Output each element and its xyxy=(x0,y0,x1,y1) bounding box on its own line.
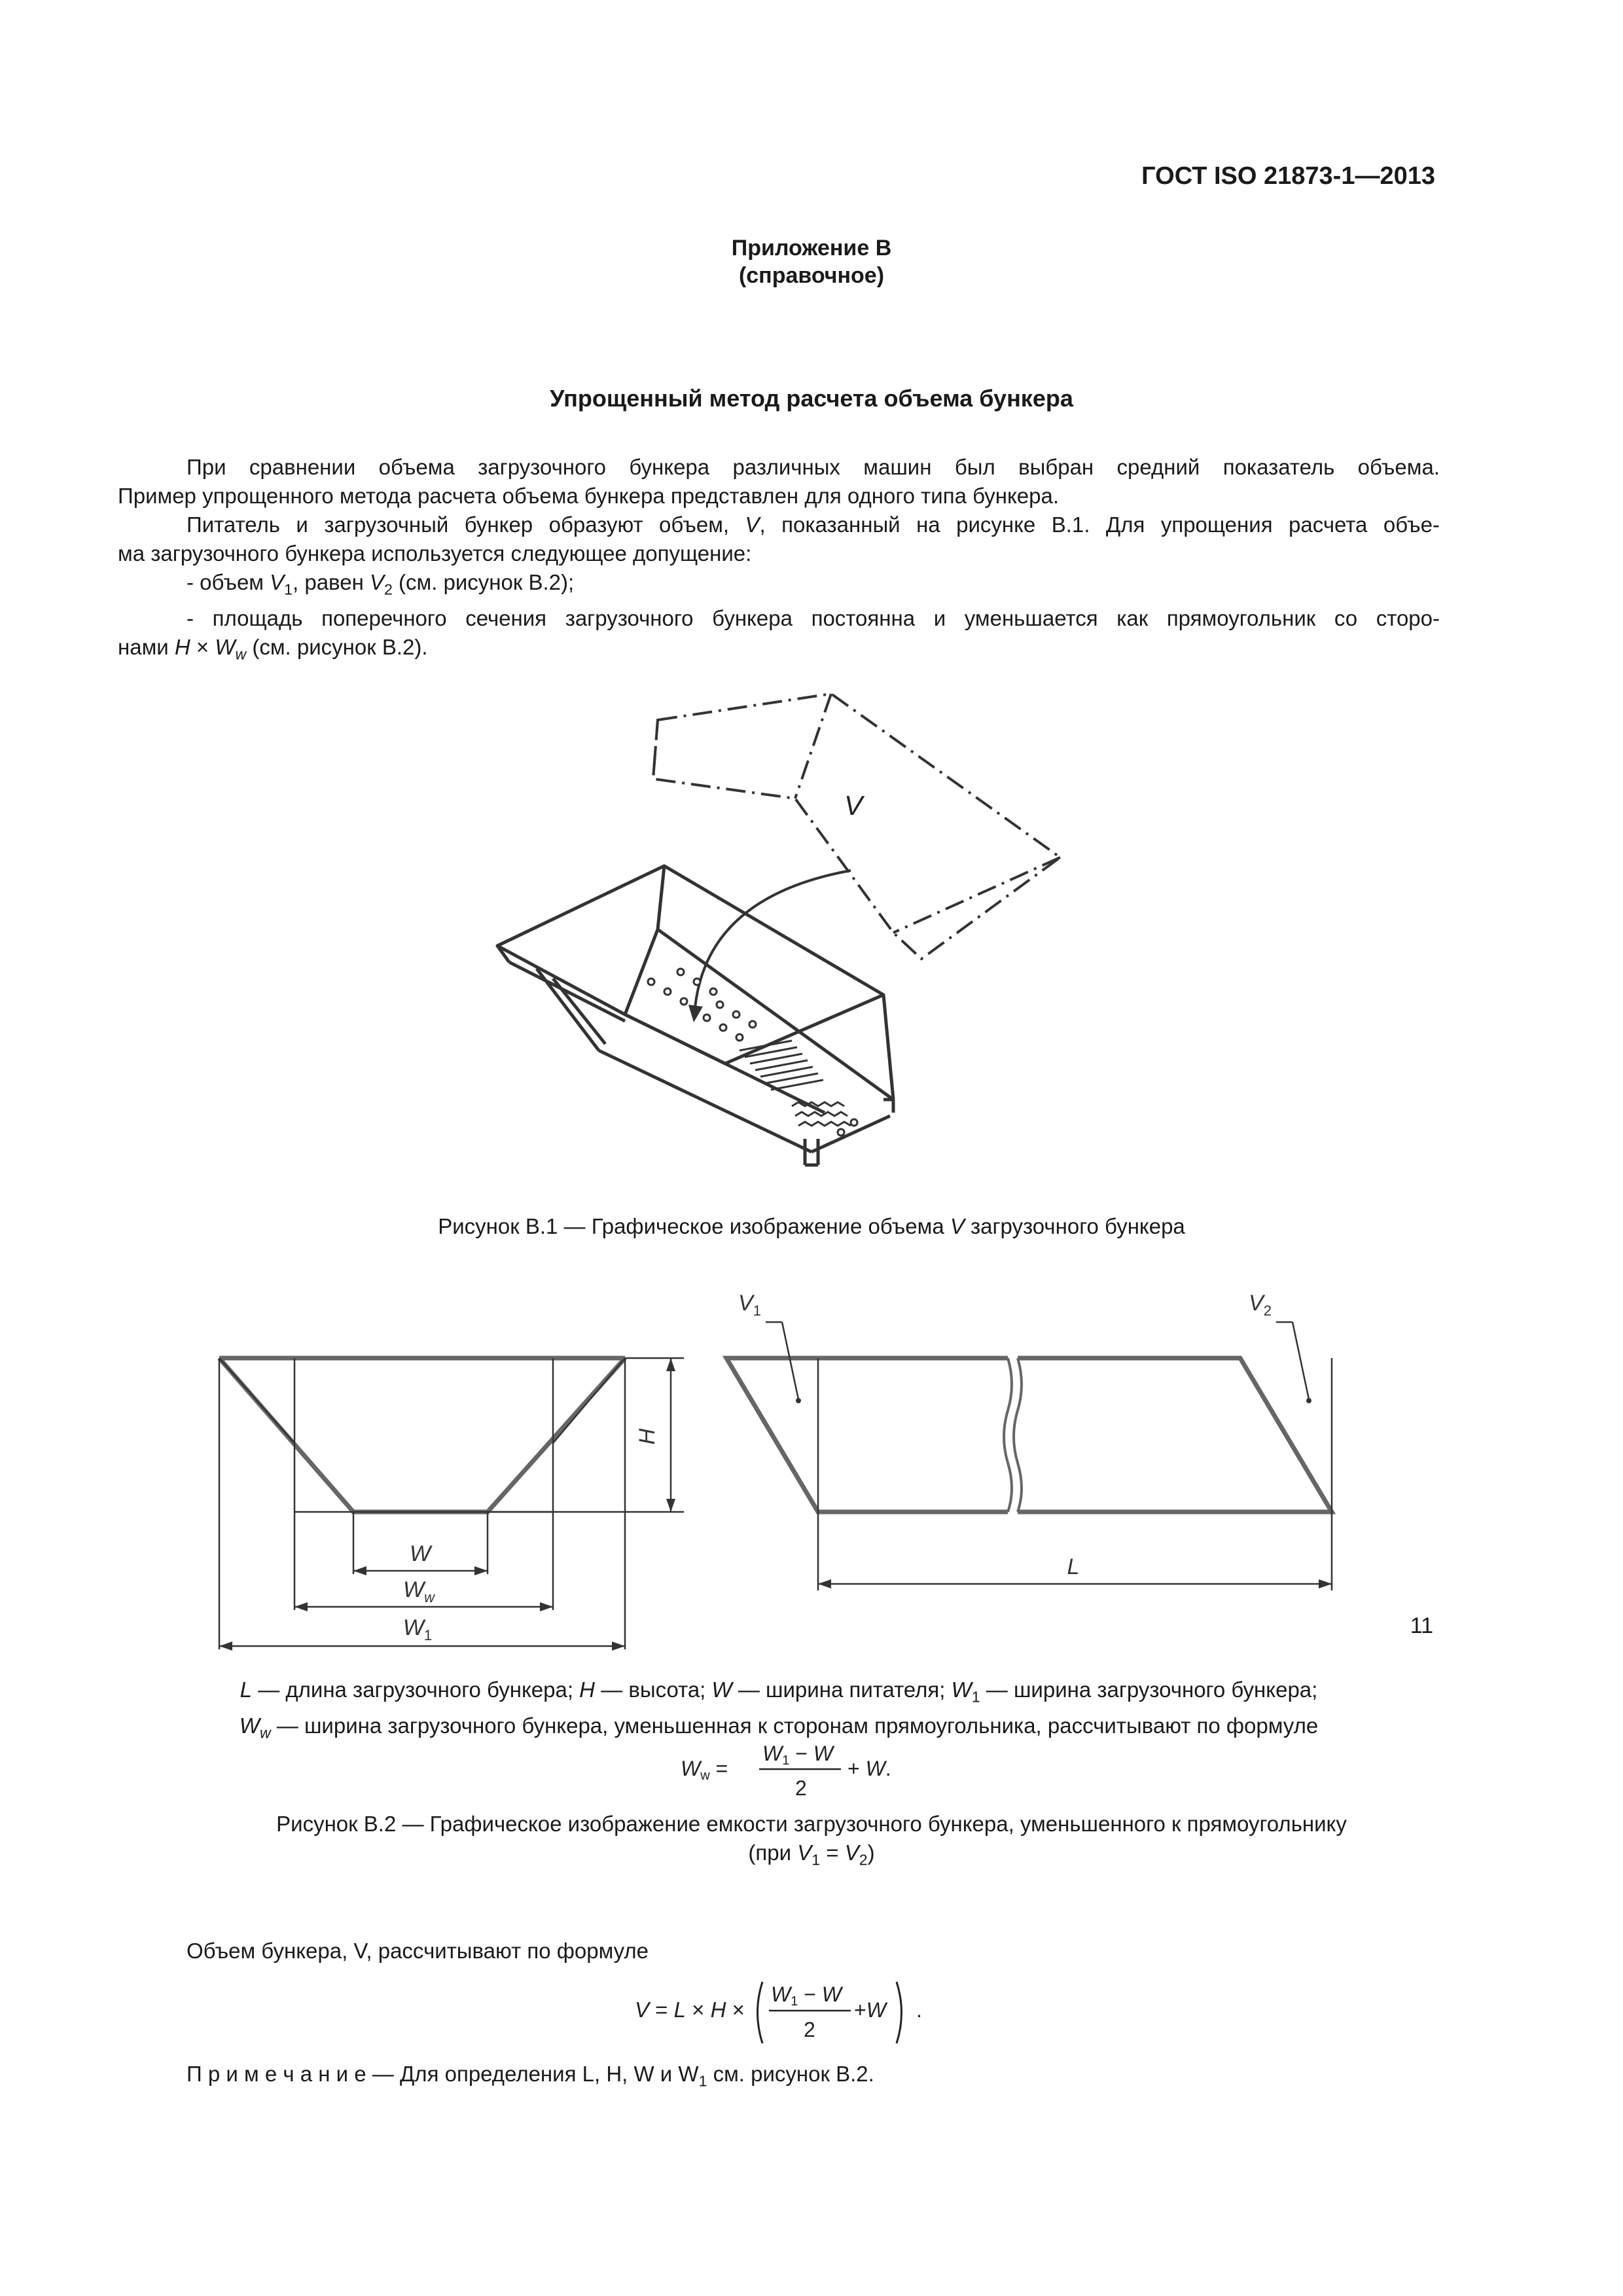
label-h: H xyxy=(635,1428,660,1445)
list-item-1: - объем $V_1$, равен $V_2$ (см. рисунок В.2); xyxy=(187,570,575,598)
side-view xyxy=(726,1291,1332,1590)
grate-slots xyxy=(740,1041,851,1126)
label-v1: $V_1$ xyxy=(738,1291,761,1319)
label-w1: $W_1$ xyxy=(402,1615,433,1643)
figure-b2-caption-line1: Рисунок В.2 — Графическое изображение емкости загрузочного бункера, уменьшенного к прямоугольнику xyxy=(276,1812,1347,1836)
formula-ww xyxy=(674,1738,936,1803)
label-w: W xyxy=(409,1541,431,1566)
label-v2: $V_2$ xyxy=(1249,1291,1272,1319)
figure-b2-hopper-sections xyxy=(196,1276,1361,1656)
page-number: 11 xyxy=(1410,1613,1433,1638)
annex-status: (справочное) xyxy=(738,263,885,288)
list-item-2b: нами $H \times W_w$ (см. рисунок В.2). xyxy=(118,634,428,663)
figure-b2-caption-line2: (при $V_1 = V_2$) xyxy=(748,1840,875,1869)
label-l: L xyxy=(1067,1554,1080,1579)
annex-title: Приложение В xyxy=(731,236,892,260)
paragraph-1a: При сравнении объема загрузочного бункера различных машин был выбран средний показатель объема. xyxy=(187,455,1440,479)
label-ww: $W_w$ xyxy=(403,1577,435,1605)
paragraph-1b: Пример упрощенного метода расчета объема бункера представлен для одного типа бункера. xyxy=(118,484,1060,508)
svg-text:+ W.: + W. xyxy=(847,1757,891,1780)
svg-text:V = L × H ×: V = L × H × xyxy=(635,1998,745,2022)
volume-dashdot-outline xyxy=(653,694,1060,959)
paragraph-2a: Питатель и загрузочный бункер образуют объем, V, показанный на рисунке В.1. Для упрощения расчета объе- xyxy=(187,512,1440,537)
svg-text:2: 2 xyxy=(795,1776,807,1800)
figure-b1-caption: Рисунок В.1 — Графическое изображение объема V загрузочного бункера xyxy=(438,1214,1185,1238)
volume-transfer-arrow xyxy=(695,870,851,1008)
svg-text:Ww =: Ww = xyxy=(681,1757,728,1783)
section-title: Упрощенный метод расчета объема бункера xyxy=(550,385,1073,412)
volume-label-v: V xyxy=(844,790,863,821)
document-standard-header: ГОСТ ISO 21873-1—2013 xyxy=(1141,162,1435,190)
legend-line-1: L — длина загрузочного бункера; H — высота; W — ширина питателя; $W_1$ — ширина загрузочного бункера; xyxy=(240,1677,1318,1706)
figure-b2-legend xyxy=(118,1676,1440,1747)
paragraph-2b: ма загрузочного бункера используется следующее допущение: xyxy=(118,541,752,565)
svg-text:.: . xyxy=(916,1998,922,2022)
svg-text:+W: +W xyxy=(854,1998,886,2022)
figure-b1-feeder-hopper xyxy=(484,681,1099,1191)
legend-line-2: $W_w$ — ширина загрузочного бункера, уменьшенная к сторонам прямоугольника, рассчитывают по формуле xyxy=(239,1713,1319,1742)
body-text xyxy=(118,453,1440,668)
arrow-head xyxy=(688,1005,703,1022)
svg-text:2: 2 xyxy=(804,2018,815,2041)
note: П р и м е ч а н и е — Для определения L, H, W и $W_1$ см. рисунок В.2. xyxy=(187,2062,874,2090)
list-item-2a: - площадь поперечного сечения загрузочного бункера постоянна и уменьшается как прямоугольник со сторо- xyxy=(187,605,1440,630)
formula-intro: Объем бункера, V, рассчитывают по формуле xyxy=(187,1939,649,1963)
svg-text:W1 − W: W1 − W xyxy=(762,1742,833,1768)
cross-section xyxy=(219,1358,684,1651)
svg-text:W1 − W: W1 − W xyxy=(771,1982,842,2009)
formula-volume xyxy=(628,1977,942,2049)
